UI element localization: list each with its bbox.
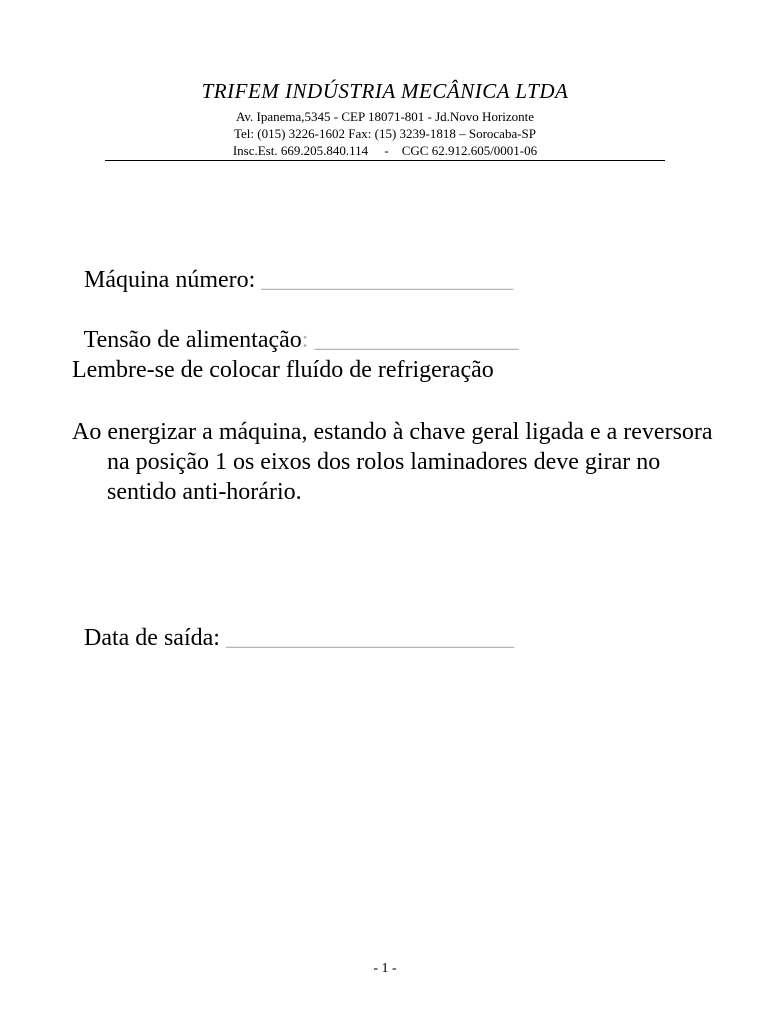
company-phone-fax: Tel: (015) 3226-1602 Fax: (15) 3239-1818 – Sorocaba-SP [233,126,537,141]
company-name: TRIFEM INDÚSTRIA MECÂNICA LTDA [201,79,569,103]
exit-date-field [72,596,514,652]
letterhead [105,78,665,159]
company-address: Av. Ipanema,5345 - CEP 18071-801 - Jd.Novo Horizonte [235,109,535,124]
company-registration: Insc.Est. 669.205.840.114 - CGC 62.912.605/0001-06 [232,143,538,158]
machine-number-label: Máquina número: [84,267,262,293]
coolant-reminder: Lembre-se de colocar fluído de refrigeração [72,357,494,383]
machine-number-field [72,238,513,294]
energize-instruction: Ao energizar a máquina, estando à chave geral ligada e a reversora na posição 1 os eixos dos rolos laminadores deve girar no sentido anti-horário. [72,419,713,505]
page-number: - 1 - [373,961,397,976]
voltage-colon: : [301,327,315,353]
voltage-field [72,298,518,354]
voltage-blank: _________________ [314,327,519,353]
header-divider [105,160,665,161]
voltage-label: Tensão de alimentação [83,327,302,353]
exit-date-blank: ________________________ [225,625,514,651]
exit-date-label: Data de saída: [84,625,226,651]
machine-number-blank: _____________________ [261,267,514,293]
